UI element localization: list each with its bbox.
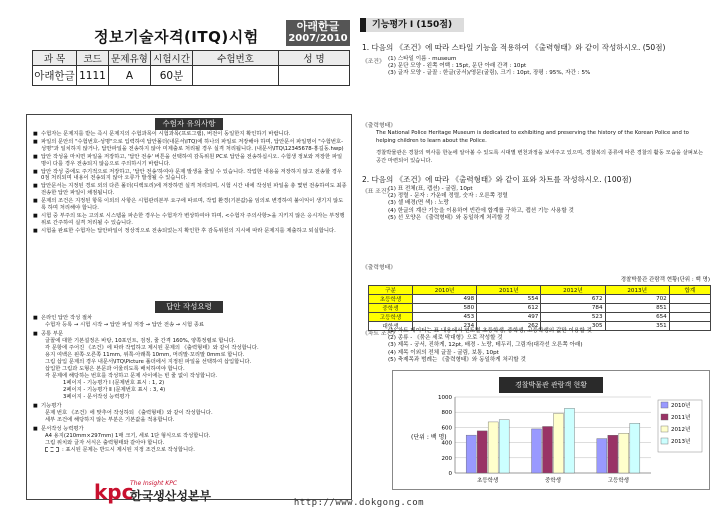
table-row-label: 중학생 [369, 304, 413, 313]
table-cell: 851 [605, 304, 669, 313]
notice-list [33, 131, 347, 236]
y-tick-label: 0 [448, 471, 452, 477]
visitors-table [368, 285, 711, 331]
info-time: 60분 [151, 66, 193, 86]
kpc-tagline: The Insight KPC [130, 480, 178, 487]
q1-condition: (2) 문단 모양 - 왼쪽 여백 : 15pt, 문단 아래 간격 : 10pt [388, 63, 527, 70]
bar [532, 429, 542, 473]
bar [630, 423, 640, 473]
q1-korean-paragraph: 경찰박물관은 경찰의 역사를 한눈에 알아볼 수 있도록 시대별 변천과정을 보여주고 있으며, 경찰복의 종류에 따른 경찰의 활동 모습을 살펴보는 공간 마련되어 있습니다. [376, 150, 704, 164]
info-header-code: 코드 [77, 51, 109, 66]
exam-info-table [32, 50, 350, 86]
q2-table-condition: (1) 표 전체(표, 캡션) - 굴림, 10pt [388, 186, 473, 192]
table-total-cell [669, 313, 710, 322]
legend-swatch [661, 414, 668, 420]
info-exam-number[interactable] [193, 66, 279, 86]
table-total-cell [669, 304, 710, 313]
notice-title: 수험자 유의사항 [155, 118, 223, 130]
guide-section-heading: ■ 문서작성 능력평가 [33, 426, 347, 433]
bar [543, 426, 553, 473]
q2-output-label: 《출력형태》 [362, 265, 396, 271]
table-cell: 497 [477, 313, 541, 322]
info-header-type: 문제유형 [109, 51, 151, 66]
guide-sample-label: : 표시된 문제는 반드시 제시된 지정 조건으로 작성합니다. [62, 447, 195, 453]
bar [477, 431, 487, 473]
y-tick-label: 800 [441, 410, 452, 417]
answer-guide-title: 답안 작성요령 [155, 301, 223, 313]
kpc-logo: kpc [94, 480, 134, 504]
table-header-cell: 2010년 [413, 286, 477, 295]
guide-item: 글꼴에 대한 기본설정은 바탕, 10포인트, 검정, 줄 간격 160%, 양쪽정렬로 합니다. [45, 338, 236, 344]
table-header-row [369, 286, 711, 295]
notice-item: ■ 문제의 조건은 지정된 항목 이외의 사항은 시험관리본부 요구에 따르며, 작업 환경(기본값)을 임의로 변경하여 불이익이 생기지 않도록 하며 처리해야 합니다. [33, 198, 347, 212]
legend-swatch [661, 426, 668, 432]
guide-item: 각 문항에 주어진 《조건》에 따라 작업하고 제시된 문제의 《출력형태》와 같이 작성합니다. [45, 345, 259, 351]
legend-swatch [661, 402, 668, 408]
info-type: A [109, 66, 151, 86]
guide-item: 각 문제에 해당하는 번호를 작성하고 문제 사이에는 빈 줄 없이 작성합니다. [45, 373, 218, 379]
q2-table-condition: (5) 선 모양은 《출력형태》와 동일하게 처리할 것 [388, 214, 510, 221]
q2-table-condition: (2) 정렬 - 문자 : 가운데 정렬, 숫자 : 오른쪽 정렬 [388, 193, 508, 200]
x-tick-label: 고등학생 [607, 478, 629, 484]
guide-procedure: 수험자 등록 → 시험 시작 → 답안 파일 저장 → 답안 전송 → 시험 종료 [45, 322, 205, 328]
table-row-label: 초등학생 [369, 295, 413, 304]
info-code: 1111 [77, 66, 109, 86]
legend-label: 2012년 [671, 427, 691, 433]
table-cell: 453 [413, 313, 477, 322]
notice-item: ■ 수험자는 문제지를 받는 즉시 문제지의 수험과목이 시험과목(프로그램), 버전이 동일한지 확인하기 바랍니다. [33, 131, 347, 138]
chart-condition: (3) 제목 - 궁서, 진하게, 12pt, 배경 - 노랑, 테두리, 그림자(대각선 오른쪽 아래) [388, 342, 583, 349]
q2-table-conditions [388, 186, 574, 222]
guide-item: 세부 조건에 해당하지 않는 부분은 기본값을 적용합니다. [45, 417, 175, 423]
guide-page-item: 3페이지 - 문서작성 능력평가 [63, 394, 130, 400]
guide-section-heading: ■ 온라인 답안 작성 절차 [33, 315, 347, 322]
q1-conditions [388, 56, 590, 78]
table-total-cell [669, 322, 710, 331]
guide-item: A4 용지(210mm×297mm) 1매 크기, 세로 1단 형식으로 작성합니다. [45, 433, 211, 439]
bar [488, 422, 498, 473]
bar [608, 435, 618, 473]
chart-condition: (2) 종류 - 《묶은 세로 막대형》으로 작성할 것 [388, 335, 503, 342]
info-header-time: 시험시간 [151, 51, 193, 66]
table-cell: 498 [413, 295, 477, 304]
notice-item: ■ 시험 중 부주의 또는 고의로 시스템을 파손한 경우는 수험자가 변상하여야 하며, <수험자 주의사항>을 지키지 않은 응시자는 부정행위로 간주하여 실격 처리될 수 있습니다. [33, 213, 347, 227]
chart-condition: (4) 제목 이외의 전체 글꼴 - 굴림, 보통, 10pt [388, 349, 499, 356]
chart-container [392, 370, 710, 490]
q1-condition: (1) 스타일 이름 - museum [388, 56, 457, 62]
y-tick-label: 400 [441, 440, 452, 447]
guide-section-heading: ■ 공통 부문 [33, 331, 347, 338]
q2-table-condition: (3) 셀 배경(면 색) : 노랑 [388, 200, 449, 207]
info-header-name: 성 명 [279, 51, 350, 66]
watermark-url: http://www.dokgong.com [293, 498, 425, 508]
table-header-cell: 2011년 [477, 286, 541, 295]
chart-conditions [388, 328, 592, 364]
bar [597, 439, 607, 473]
table-cell: 612 [477, 304, 541, 313]
bar [619, 433, 629, 473]
guide-item: 삽입한 그림과 도형은 본문과 어울리도록 배치하여야 합니다. [45, 366, 185, 372]
guide-section-heading: ■ 기능평가 [33, 403, 347, 410]
table-cell: 654 [605, 313, 669, 322]
notice-item: ■ 파일의 문안의 "수험번호-성명"으로 입력하여 답안폴더(내문서\ITQ)에 하나의 파일로 저장해야 하며, 답안문서 파일명이 "수험번호-성명"과 일치하지 않거나, 답안파일을 전송하지 않아 미제출로 처리될 경우 실격 처리됩니다. (내문서\ITQ\12345678-홍길동.hwp) [33, 139, 347, 153]
q1-condition-label: 《조건》 [362, 59, 385, 65]
bar [554, 413, 564, 473]
table-header-cell: 2013년 [605, 286, 669, 295]
table-header-cell: 구분 [369, 286, 413, 295]
x-tick-label: 중학생 [545, 478, 561, 484]
table-row [369, 295, 711, 304]
exam-cover-page [4, 18, 352, 504]
question-1: 1. 다음의 《조건》에 따라 스타일 기능을 적용하여 《출력형태》와 같이 작성하시오. (50점) [362, 43, 666, 52]
y-tick-label: 600 [441, 425, 452, 432]
kpc-name: 한국생산성본부 [130, 489, 212, 503]
table-row-label: 대학생 [369, 322, 413, 331]
chart-title: 경찰박물관 관람객 현황 [499, 377, 603, 393]
guide-sample-note [33, 447, 347, 454]
function-eval-page [360, 18, 716, 494]
notice-item: ■ 답안문서는 지정된 경로 외의 다른 폴더(디렉토리)에 저장하면 실격 처리되며, 시험 시간 내에 작성된 파일을 총 몇번 전송하여도 최종 전송한 답안 파일이 채점됩니다. [33, 183, 347, 197]
legend-label: 2011년 [671, 415, 691, 421]
table-cell: 672 [541, 295, 605, 304]
question-2: 2. 다음의 《조건》에 따라 《출력형태》와 같이 표와 차트를 작성하시오. (100점) [362, 175, 632, 184]
q1-condition: (3) 글자 모양 - 글꼴 : 한글(궁서)/영문(굴림), 크기 : 10pt, 장평 : 95%, 자간 : 5% [388, 70, 591, 77]
info-subject: 아래한글 [33, 66, 77, 86]
legend-label: 2013년 [671, 439, 691, 445]
notice-item: ■ 답안 작성을 마치면 파일을 저장하고, '답안 전송' 버튼을 선택하여 감독위원 PC로 답안을 전송하십시오. 수험생 정보와 저장한 파일명이 다를 경우 전송되지 않음으로 주의하시기 바랍니다. [33, 154, 347, 168]
page-title: 정보기술자격(ITQ)시험 [94, 28, 259, 46]
chart-condition: (5) 축제목과 범례는 《출력형태》와 동일하게 처리할 것 [388, 356, 526, 363]
table-row [369, 304, 711, 313]
table-cell: 234 [413, 322, 477, 331]
guide-item: 용지 여백은 왼쪽·오른쪽 11mm, 위쪽·아래쪽 10mm, 머리말·꼬리말 0mm로 합니다. [45, 352, 245, 358]
table-cell: 351 [605, 322, 669, 331]
table-row-label: 고등학생 [369, 313, 413, 322]
chart-condition-label: 《차트 조건》 [362, 331, 398, 337]
bar [499, 420, 509, 473]
info-name[interactable] [279, 66, 350, 86]
guide-item: 그림 삽입 문제의 경우 내문서\ITQ\Picture 폴더에서 지정된 파일을 선택하여 삽입합니다. [45, 359, 252, 365]
dashed-box-icon [45, 447, 59, 452]
notice-item: ■ 답안 작성 중에도 주기적으로 저장하고, '답안 전송'하여야 문제 발생을 줄일 수 있습니다. 작업한 내용을 저장하지 않고 전송할 경우 0점 처리되며 내용이 전송되지 않아 오류가 발생될 수 있습니다. [33, 169, 347, 183]
guide-item: 그림 위치와 글자 서식은 출력형태와 같아야 합니다. [45, 440, 165, 446]
legend-label: 2010년 [671, 403, 691, 409]
subject-badge-version: 2007/2010 [288, 33, 348, 44]
guide-item: 문제 번호 《조건》에 맞추어 작성하되 《출력형태》와 같이 작성합니다. [45, 410, 213, 416]
bar [565, 408, 575, 473]
exam-info-value-row [33, 66, 350, 86]
table-caption: 경찰박물관 관람객 현황(단위 : 백 명) [620, 277, 710, 283]
y-axis-label: (단위 : 백 명) [411, 434, 447, 441]
table-cell: 523 [541, 313, 605, 322]
table-cell: 262 [477, 322, 541, 331]
table-total-cell [669, 295, 710, 304]
table-cell: 580 [413, 304, 477, 313]
legend-swatch [661, 438, 668, 444]
table-cell: 305 [541, 322, 605, 331]
table-cell: 784 [541, 304, 605, 313]
guide-page-item: 1페이지 - 기능평가 Ⅰ (문제번호 표시 : 1, 2) [63, 380, 165, 386]
q1-output-label: 《출력형태》 [362, 123, 396, 129]
subject-badge [286, 20, 350, 46]
info-header-subject: 과 목 [33, 51, 77, 66]
q2-table-condition: (4) 한글의 계산 기능을 이용하여 빈칸에 합계를 구하고, 캡션 기능 사용할 것 [388, 207, 574, 214]
table-cell: 702 [605, 295, 669, 304]
table-cell: 554 [477, 295, 541, 304]
y-tick-label: 1000 [438, 395, 452, 401]
guide-page-item: 2페이지 - 기능평가 Ⅱ (문제번호 표시 : 3, 4) [63, 387, 166, 393]
table-header-cell: 2012년 [541, 286, 605, 295]
chart-condition: (1) 차트 데이터는 표 내용에서 연도별 초등학생, 중학생, 고등학생의 값만 이용할 것 [388, 328, 592, 334]
y-tick-label: 200 [441, 455, 452, 462]
instructions-box [26, 114, 352, 500]
section-title: 기능평가 Ⅰ (150점) [360, 18, 464, 32]
answer-guide-list [33, 313, 347, 454]
subject-badge-name: 아래한글 [296, 20, 340, 33]
title-row [4, 18, 352, 48]
q1-english-paragraph: The National Police Heritage Museum is dedicated to exhibiting and preserving the history of the Korean Police and to helping children to learn about the Police. [376, 130, 689, 144]
table-row [369, 313, 711, 322]
q2-table-condition-label: 《표 조건》 [362, 189, 393, 195]
bar [466, 435, 476, 473]
exam-info-header-row [33, 51, 350, 66]
notice-item: ■ 시험을 완료한 수험자는 답안파일이 정상적으로 전송되었는지 확인한 후 감독위원의 지시에 따라 문제지를 제출하고 퇴실합니다. [33, 228, 347, 235]
info-header-exam-number: 수험번호 [193, 51, 279, 66]
table-header-cell: 합계 [669, 286, 710, 295]
x-tick-label: 초등학생 [477, 478, 499, 484]
